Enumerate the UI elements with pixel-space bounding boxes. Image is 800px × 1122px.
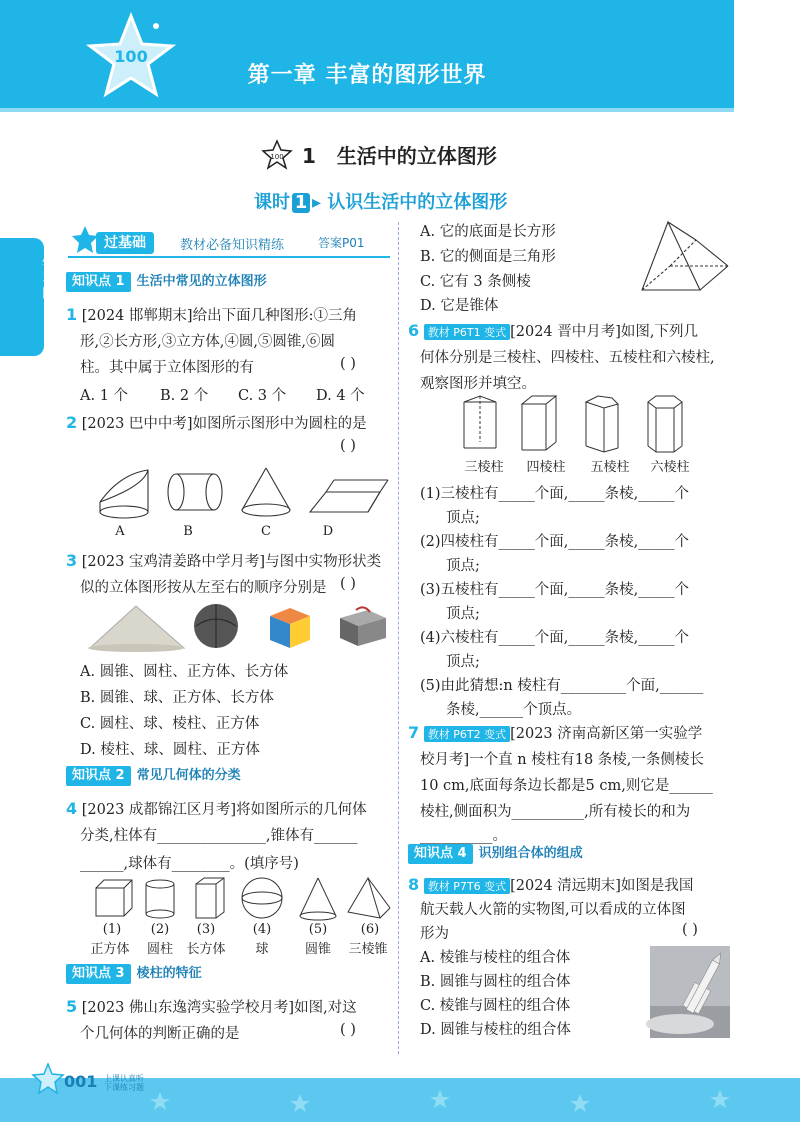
q6-item1-line2: 顶点; <box>446 510 480 526</box>
q5-option-b: B. 它的侧面是三角形 <box>420 249 556 265</box>
kp4-name: 识别组合体的组成 <box>478 846 583 861</box>
page-number: 001 <box>64 1072 98 1091</box>
q4-num-5: (5) <box>308 922 328 937</box>
q7-line4: 棱柱,侧面积为__________,所有棱长的和为 <box>420 804 691 820</box>
column-divider <box>398 222 399 1054</box>
q6-line1 <box>408 320 698 341</box>
q1-answer-paren: ( ) <box>340 356 356 372</box>
q4-label-5: 圆锥 <box>304 942 331 957</box>
knowledge-point-2 <box>66 766 241 786</box>
q6-item2-line1: (2)四棱柱有_____个面,_____条棱,_____个 <box>420 534 690 550</box>
q8-number: 8 <box>408 875 420 894</box>
q8-option-b: B. 圆锥与圆柱的组合体 <box>420 974 571 990</box>
q2-label-d: D <box>322 524 334 539</box>
kp3-tag: 知识点 3 <box>66 964 131 984</box>
lesson-prefix: 课时 <box>254 192 290 213</box>
q7-line2: 校月考]一个直 n 棱柱有18 条棱,一条侧棱长 <box>420 752 704 768</box>
q1-option-a: A. 1 个 <box>80 388 129 404</box>
rocket-photo <box>650 946 730 1038</box>
study-area-tab <box>0 238 54 356</box>
footer-mascot-icon <box>30 1062 66 1096</box>
q2-label-b: B <box>183 524 193 539</box>
q8-text1: [2024 清远期末]如图是我国 <box>510 878 694 894</box>
q4-solids-figure <box>92 876 392 920</box>
q1-text1: [2024 邯郸期末]给出下面几种图形:①三角 <box>81 308 357 324</box>
q6-label-hexa: 六棱柱 <box>650 460 690 475</box>
q5-line1 <box>66 996 357 1017</box>
q1-line1 <box>66 304 357 325</box>
q4-num-1: (1) <box>102 922 122 937</box>
q3-option-c: C. 圆柱、球、棱柱、正方体 <box>80 716 260 732</box>
q4-num-4: (4) <box>252 922 272 937</box>
q3-option-a: A. 圆锥、圆柱、正方体、长方体 <box>80 664 289 680</box>
q1-option-c: C. 3 个 <box>238 388 287 404</box>
kp1-name: 生活中常见的立体图形 <box>136 274 267 289</box>
side-tab-label: 学习区 <box>39 256 54 301</box>
q6-item1-line1: (1)三棱柱有_____个面,_____条棱,_____个 <box>420 486 690 502</box>
q6-item4-line2: 顶点; <box>446 654 480 670</box>
q8-option-d: D. 圆锥与棱柱的组合体 <box>420 1022 571 1038</box>
kp4-tag: 知识点 4 <box>408 844 473 864</box>
q8-option-a: A. 棱锥与棱柱的组合体 <box>420 950 571 966</box>
q6-item4-line1: (4)六棱柱有_____个面,_____条棱,_____个 <box>420 630 690 646</box>
q6-item5-line1: (5)由此猜想:n 棱柱有_________个面,______ <box>420 678 704 694</box>
q5-text1: [2023 佛山东逸湾实验学校月考]如图,对这 <box>81 1000 357 1016</box>
q7-line5: __________。 <box>420 828 507 844</box>
basics-subtitle: 教材必备知识精练 <box>180 238 285 253</box>
q6-prisms-figure <box>460 394 700 454</box>
q4-line2: 分类,柱体有_______________,锥体有______ <box>80 828 358 844</box>
q1-line2: 形,②长方形,③立方体,④圆,⑤圆锥,⑥圆 <box>80 334 336 350</box>
q8-answer-paren: ( ) <box>682 922 698 938</box>
q6-line3: 观察图形并填空。 <box>420 376 536 392</box>
q6-item2-line2: 顶点; <box>446 558 480 574</box>
q4-label-6: 三棱锥 <box>348 942 388 957</box>
chapter-title: 第一章 丰富的图形世界 <box>247 63 487 88</box>
q5-option-c: C. 它有 3 条侧棱 <box>420 274 531 290</box>
q6-label-quad: 四棱柱 <box>526 460 566 475</box>
q6-text1: [2024 晋中月考]如图,下列几 <box>510 324 699 340</box>
basics-tag: 过基础 <box>96 232 154 254</box>
q4-line1 <box>66 798 367 819</box>
q5-answer-paren: ( ) <box>340 1022 356 1038</box>
q4-num-2: (2) <box>150 922 170 937</box>
q2-answer-paren: ( ) <box>340 438 356 454</box>
kp2-name: 常见几何体的分类 <box>136 768 241 783</box>
q2-number: 2 <box>66 413 78 432</box>
answer-reference: 答案P01 <box>318 236 365 250</box>
q4-text1: [2023 成都锦江区月考]将如图所示的几何体 <box>81 802 367 818</box>
q2-label-c: C <box>261 524 271 539</box>
section-title <box>302 140 497 169</box>
q1-number: 1 <box>66 305 78 324</box>
q5-option-a: A. 它的底面是长方形 <box>420 224 556 240</box>
section-name: 生活中的立体图形 <box>336 144 497 168</box>
knowledge-point-3 <box>66 964 202 984</box>
q7-line3: 10 cm,底面每条边长都是5 cm,则它是______ <box>420 778 713 794</box>
q3-option-b: B. 圆锥、球、正方体、长方体 <box>80 690 274 706</box>
q4-line3: ______,球体有________。(填序号) <box>80 856 299 872</box>
q6-label-penta: 五棱柱 <box>590 460 630 475</box>
q4-label-2: 圆柱 <box>146 942 173 957</box>
svg-text:100: 100 <box>270 153 284 161</box>
q3-answer-paren: ( ) <box>340 576 356 592</box>
q1-option-b: B. 2 个 <box>160 388 209 404</box>
q8-option-c: C. 棱锥与圆柱的组合体 <box>420 998 571 1014</box>
q4-label-4: 球 <box>255 942 269 957</box>
q7-line1 <box>408 722 702 743</box>
q6-item3-line2: 顶点; <box>446 606 480 622</box>
q5-number: 5 <box>66 997 78 1016</box>
kp3-name: 棱柱的特征 <box>136 966 202 981</box>
q6-item3-line1: (3)五棱柱有_____个面,_____条棱,_____个 <box>420 582 690 598</box>
knowledge-point-4 <box>408 844 583 864</box>
footer-slogan <box>104 1074 144 1092</box>
q7-source-tag: 教材 P6T2 变式 <box>424 726 510 742</box>
q6-number: 6 <box>408 321 420 340</box>
q4-num-6: (6) <box>360 922 380 937</box>
section-number: 1 <box>302 144 316 168</box>
q8-source-tag: 教材 P7T6 变式 <box>424 878 510 894</box>
q6-item5-line2: 条棱,______个顶点。 <box>446 702 582 718</box>
footer-slogan-1: 上课认真听 <box>104 1074 144 1083</box>
q4-num-3: (3) <box>196 922 216 937</box>
q5-option-d: D. 它是锥体 <box>420 298 499 314</box>
q1-option-d: D. 4 个 <box>316 388 365 404</box>
lesson-name: 认识生活中的立体图形 <box>327 192 508 213</box>
q8-line2: 航天载人火箭的实物图,可以看成的立体图 <box>420 902 686 918</box>
lesson-number: 1 <box>292 193 310 213</box>
svg-text:100: 100 <box>114 47 148 66</box>
q1-line3: 柱。其中属于立体图形的有 <box>80 360 254 376</box>
q3-line1 <box>66 550 381 571</box>
kp2-tag: 知识点 2 <box>66 766 131 786</box>
q3-option-d: D. 棱柱、球、圆柱、正方体 <box>80 742 260 758</box>
q6-source-tag: 教材 P6T1 变式 <box>424 324 510 340</box>
q3-objects-figure <box>88 602 388 654</box>
q8-line1 <box>408 874 693 895</box>
q2-shapes-figure <box>90 464 390 522</box>
knowledge-point-1 <box>66 272 267 292</box>
q7-number: 7 <box>408 723 420 742</box>
q3-text1: [2023 宝鸡清姜路中学月考]与图中实物形状类 <box>81 554 382 570</box>
q8-line3: 形为 <box>420 926 449 942</box>
q6-label-tri: 三棱柱 <box>464 460 504 475</box>
q2-text1: [2023 巴中中考]如图所示图形中为圆柱的是 <box>81 416 367 432</box>
q3-number: 3 <box>66 551 78 570</box>
q4-label-1: 正方体 <box>90 942 130 957</box>
q4-number: 4 <box>66 799 78 818</box>
q5-prism-figure <box>636 216 732 296</box>
kp1-tag: 知识点 1 <box>66 272 131 292</box>
q2-line1 <box>66 412 367 433</box>
q6-line2: 何体分别是三棱柱、四棱柱、五棱柱和六棱柱, <box>420 350 715 366</box>
lesson-title: 课时 1 ▸ 认识生活中的立体图形 <box>254 192 508 213</box>
q5-line2: 个几何体的判断正确的是 <box>80 1026 240 1042</box>
q7-text1: [2023 济南高新区第一实验学 <box>510 726 703 742</box>
footer-slogan-2: 下课练习题 <box>104 1083 144 1092</box>
q3-line2: 似的立体图形按从左至右的顺序分别是 <box>80 580 327 596</box>
header-underline <box>0 108 734 112</box>
star-badge-icon <box>262 140 292 170</box>
q2-label-a: A <box>115 524 125 539</box>
q4-label-3: 长方体 <box>186 942 226 957</box>
